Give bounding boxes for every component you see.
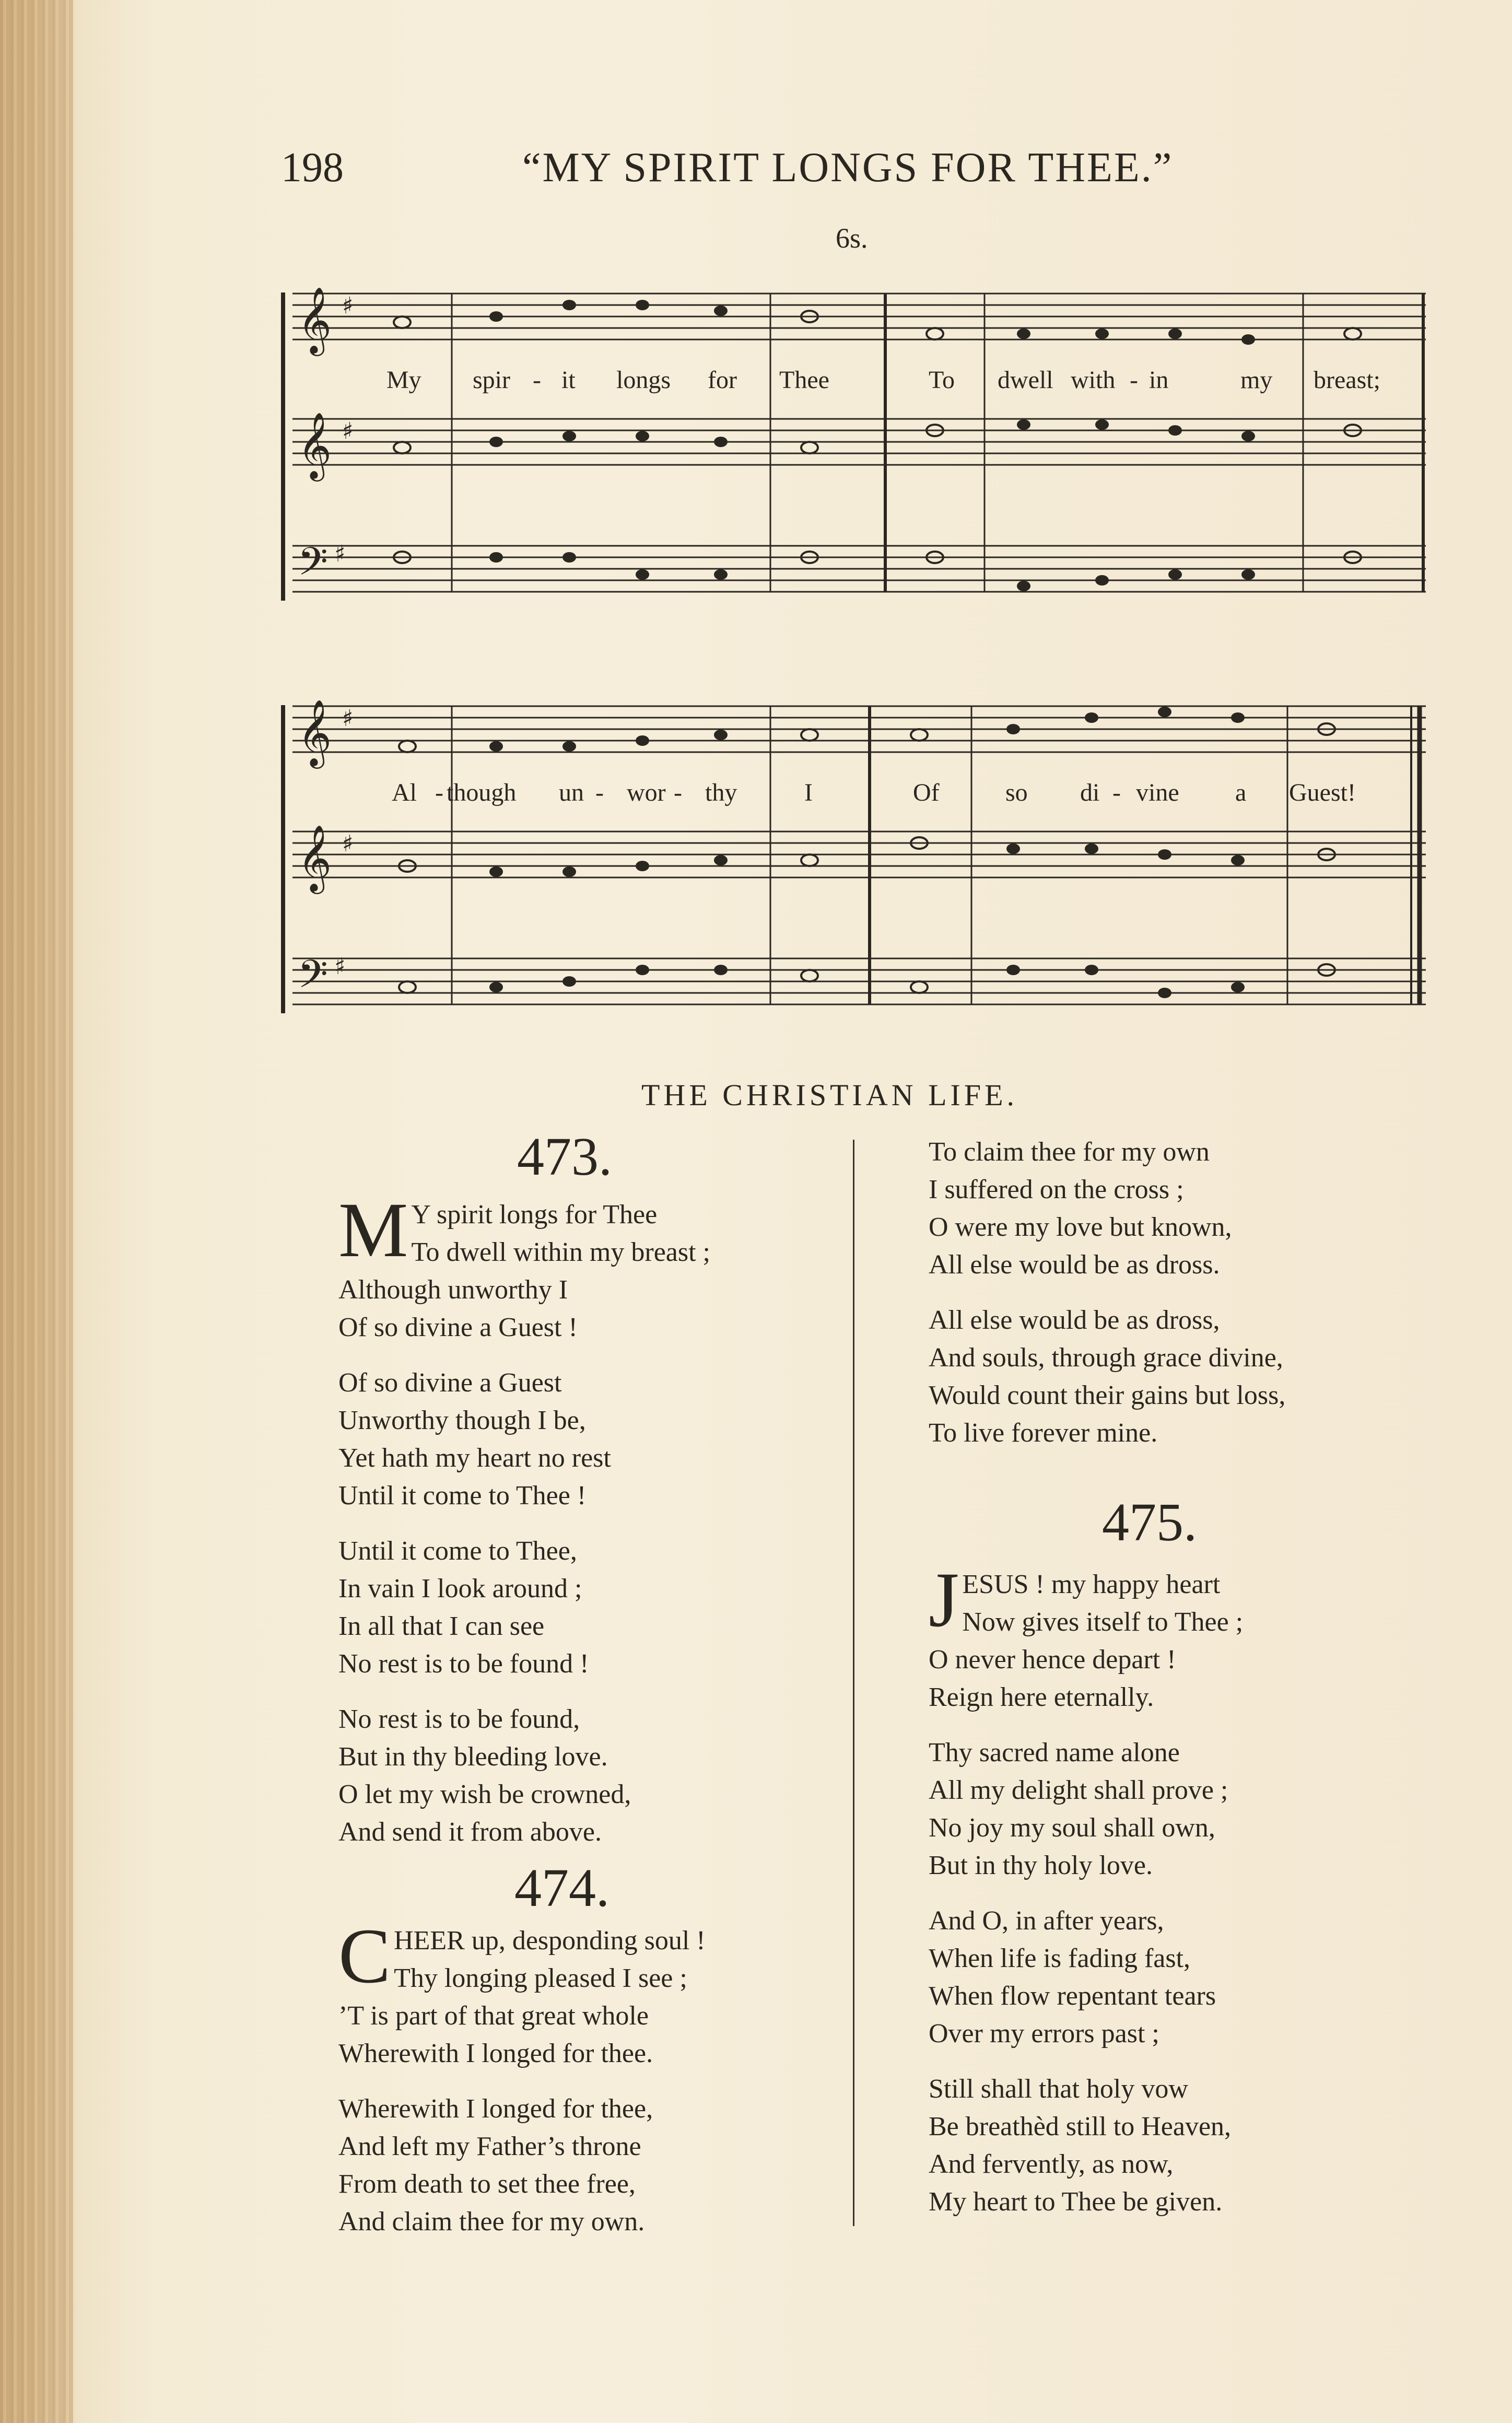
lyric-word: spir: [473, 366, 510, 394]
lyric-word: in: [1149, 366, 1169, 394]
staff-bass-1: [292, 546, 1426, 592]
treble-clef-icon: 𝄞: [298, 699, 332, 766]
lyric-word: breast;: [1314, 366, 1380, 394]
lyric-word: My: [386, 366, 421, 394]
drop-cap: M: [338, 1187, 408, 1273]
svg-text:♯: ♯: [334, 953, 346, 980]
hymn-number: 473.: [517, 1127, 612, 1187]
stanza: No rest is to be found, But in thy bleeding love. O let my wish be crowned, And send it from above.: [338, 1704, 631, 1847]
lyric-word: -: [435, 779, 443, 806]
stanza: Thy sacred name alone All my delight shall prove ; No joy my soul shall own, But in thy holy love.: [929, 1738, 1228, 1880]
hymn-number: 474.: [514, 1858, 610, 1918]
lyric-word: it: [561, 366, 576, 394]
svg-text:♯: ♯: [342, 830, 354, 857]
staff-treble-1: [292, 294, 1426, 340]
svg-text:♯: ♯: [334, 541, 346, 567]
section-title: THE CHRISTIAN LIFE.: [641, 1078, 1018, 1112]
lyric-word: Thee: [779, 366, 829, 394]
hymn-474-text: [338, 1913, 824, 2258]
page-number: 198: [281, 145, 344, 191]
lyric-word: Al: [392, 779, 417, 806]
stanza: And O, in after years, When life is fading fast, When flow repentant tears Over my errors past ;: [929, 1906, 1216, 2049]
lyric-word: -: [595, 779, 604, 806]
lyric-word: longs: [616, 366, 671, 394]
lyric-word: for: [708, 366, 737, 394]
drop-cap: C: [338, 1913, 391, 1999]
treble-clef-icon: 𝄞: [298, 824, 332, 891]
hymn-475-text: [929, 1556, 1451, 2239]
staff-alto-1: [292, 419, 1426, 465]
stanza: Of so divine a Guest Unworthy though I be, Yet hath my heart no rest Until it come to Thee !: [338, 1368, 611, 1511]
lyric-word: -: [1112, 779, 1121, 806]
lyric-word: with: [1071, 366, 1116, 394]
svg-text:♯: ♯: [342, 705, 354, 732]
lyric-word: -: [674, 779, 682, 806]
svg-text:♯: ♯: [342, 292, 354, 319]
svg-text:♯: ♯: [342, 418, 354, 444]
hymn-number: 475.: [1102, 1492, 1197, 1552]
lyric-word: Guest!: [1289, 779, 1356, 806]
lyric-word: so: [1005, 779, 1028, 806]
lyric-word: To: [929, 366, 955, 394]
lyric-word: my: [1240, 366, 1273, 394]
lyric-word: I: [804, 779, 813, 806]
hymn-474-continued: [929, 1133, 1451, 1470]
lyric-word: un: [559, 779, 584, 806]
drop-cap: J: [929, 1556, 959, 1643]
stanza: All else would be as dross, And souls, through grace divine, Would count their gains but loss, To live forever mine.: [929, 1305, 1286, 1448]
stanza: C HEER up, desponding soul ! Thy longing pleased I see ; ’T is part of that great whole Wherewith I longed for thee.: [338, 1913, 706, 2068]
bass-clef-icon: 𝄢: [298, 952, 328, 1006]
meter-label: 6s.: [836, 223, 868, 254]
stanza: J ESUS ! my happy heart Now gives itself to Thee ; O never hence depart ! Reign here eternally.: [929, 1556, 1244, 1712]
lyric-word: -: [533, 366, 541, 394]
lyric-word: di: [1080, 779, 1100, 806]
music-system-2: [277, 695, 1436, 1029]
lyric-word: a: [1235, 779, 1247, 806]
stanza: To claim thee for my own I suffered on the cross ; O were my love but known, All else would be as dross.: [929, 1137, 1232, 1280]
treble-clef-icon: 𝄞: [298, 412, 332, 478]
treble-clef-icon: 𝄞: [298, 286, 332, 353]
page-title: “MY SPIRIT LONGS FOR THEE.”: [522, 145, 1174, 191]
hymn-473-text: [338, 1187, 824, 1869]
column-divider: [853, 1140, 854, 2226]
bass-clef-icon: 𝄢: [298, 539, 328, 594]
stanza: Wherewith I longed for thee, And left my Father’s throne From death to set thee free, And claim thee for my own.: [338, 2094, 653, 2237]
lyric-word: vine: [1136, 779, 1179, 806]
lyric-word: though: [447, 779, 517, 806]
notes-1: [394, 300, 1361, 591]
stanza: Until it come to Thee, In vain I look around ; In all that I can see No rest is to be found !: [338, 1536, 589, 1679]
lyric-word: Of: [913, 779, 940, 806]
lyric-word: -: [1130, 366, 1138, 394]
page-edge: [0, 0, 73, 2423]
music-system-1: [277, 282, 1436, 616]
lyric-word: wor: [627, 779, 666, 806]
lyric-word: dwell: [998, 366, 1053, 394]
stanza: Still shall that holy vow Be breathèd still to Heaven, And fervently, as now, My heart to Thee be given.: [929, 2074, 1232, 2217]
lyric-word: thy: [705, 779, 737, 806]
stanza: M Y spirit longs for Thee To dwell within my breast ; Although unworthy I Of so divine a Guest !: [338, 1187, 710, 1342]
